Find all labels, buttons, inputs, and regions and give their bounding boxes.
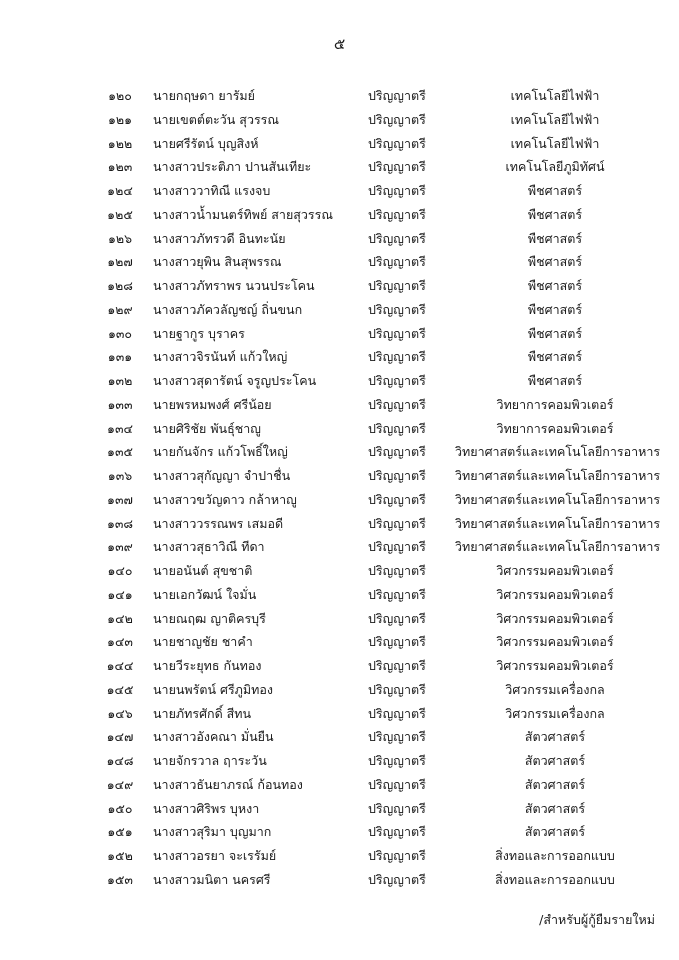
row-number: ๑๒๓ — [107, 159, 133, 175]
row-number: ๑๔๐ — [107, 563, 133, 578]
degree-level: ปริญญาตรี — [368, 159, 426, 175]
list-item — [0, 630, 679, 654]
degree-level: ปริญญาตรี — [368, 563, 426, 578]
student-name: นางสาวศิริพร บุหงา — [153, 800, 260, 816]
row-number: ๑๓๒ — [107, 373, 133, 388]
row-number: ๑๒๖ — [107, 230, 133, 246]
degree-level: ปริญญาตรี — [368, 111, 426, 127]
row-number: ๑๕๓ — [107, 871, 133, 887]
field-of-study: วิศวกรรมคอมพิวเตอร์ — [496, 658, 614, 673]
student-name: นางสาวภัทรวดี อินทะนัย — [153, 230, 286, 246]
row-number: ๑๕๑ — [107, 824, 133, 840]
list-item — [0, 132, 679, 156]
field-of-study: พืชศาสตร์ — [527, 278, 583, 293]
student-name: นางสาววรรณพร เสมอดี — [153, 515, 284, 531]
row-number: ๑๒๐ — [108, 88, 132, 103]
field-of-study: พืชศาสตร์ — [527, 254, 583, 270]
student-name: นางสาววาทิณี แรงจบ — [153, 183, 271, 198]
student-name: นายวีระยุทธ กันทอง — [153, 658, 262, 673]
student-name: นางสาวมนิตา นครศรี — [153, 871, 271, 887]
list-item — [0, 250, 679, 274]
student-name: นายพรหมพงศ์ ศรีน้อย — [153, 396, 272, 412]
row-number: ๑๔๓ — [107, 634, 133, 650]
degree-level: ปริญญาตรี — [368, 396, 426, 412]
list-item — [0, 678, 679, 702]
field-of-study: สัตวศาสตร์ — [524, 753, 586, 768]
student-list — [0, 84, 679, 892]
list-item — [0, 559, 679, 583]
field-of-study: พืชศาสตร์ — [527, 325, 583, 341]
student-name: นางสาวภัควลัญชญ์ ถิ่นขนก — [153, 301, 303, 317]
list-item — [0, 654, 679, 678]
student-name: นายศรีรัตน์ บุญสิงห์ — [153, 135, 259, 151]
list-item — [0, 179, 679, 203]
degree-level: ปริญญาตรี — [368, 729, 426, 745]
list-item — [0, 488, 679, 512]
field-of-study: วิทยาศาสตร์และเทคโนโลยีการอาหาร — [455, 515, 661, 531]
row-number: ๑๔๒ — [107, 610, 133, 626]
row-number: ๑๓๙ — [107, 539, 133, 555]
list-item — [0, 417, 679, 441]
footer-note: /สำหรับผู้กู้ยืมรายใหม่ — [539, 912, 655, 927]
list-item — [0, 84, 679, 108]
degree-level: ปริญญาตรี — [368, 800, 426, 816]
list-item — [0, 155, 679, 179]
row-number: ๑๒๘ — [107, 278, 133, 293]
field-of-study: พืชศาสตร์ — [527, 206, 583, 222]
field-of-study: สัตวศาสตร์ — [524, 824, 586, 840]
list-item — [0, 108, 679, 132]
degree-level: ปริญญาตรี — [368, 420, 426, 436]
list-item — [0, 535, 679, 559]
field-of-study: เทคโนโลยีไฟฟ้า — [510, 88, 600, 103]
student-name: นายเขตต์ตะวัน สุวรรณ — [153, 111, 279, 127]
student-name: นายเอกวัฒน์ ใจมั่น — [153, 586, 257, 602]
degree-level: ปริญญาตรี — [368, 183, 426, 198]
list-item — [0, 512, 679, 536]
student-name: นางสาวอังคณา มั่นยืน — [153, 729, 274, 745]
list-item — [0, 607, 679, 631]
degree-level: ปริญญาตรี — [368, 254, 426, 270]
degree-level: ปริญญาตรี — [368, 278, 426, 293]
student-name: นางสาวสุกัญญา จำปาชื่น — [153, 468, 291, 483]
student-name: นางสาวสุดารัตน์ จรูญประโคน — [153, 373, 317, 388]
student-name: นางสาวสุริมา บุญมาก — [153, 824, 272, 840]
field-of-study: วิทยาศาสตร์และเทคโนโลยีการอาหาร — [455, 539, 661, 555]
row-number: ๑๔๕ — [106, 681, 134, 697]
degree-level: ปริญญาตรี — [368, 444, 426, 460]
field-of-study: วิศวกรรมคอมพิวเตอร์ — [496, 610, 614, 626]
student-name: นางสาวอรยา จะเรรัมย์ — [153, 848, 277, 863]
field-of-study: วิศวกรรมเครื่องกล — [505, 705, 605, 721]
field-of-study: สิ่งทอและการออกแบบ — [495, 871, 615, 887]
row-number: ๑๒๙ — [107, 301, 133, 317]
row-number: ๑๒๔ — [107, 183, 133, 198]
list-item — [0, 203, 679, 227]
row-number: ๑๓๑ — [107, 349, 133, 365]
list-item — [0, 702, 679, 726]
list-item — [0, 725, 679, 749]
degree-level: ปริญญาตรี — [368, 848, 426, 863]
student-name: นายจักรวาล ฤาระวัน — [153, 753, 267, 768]
field-of-study: สิ่งทอและการออกแบบ — [495, 848, 615, 863]
row-number: ๑๔๙ — [106, 776, 134, 792]
row-number: ๑๓๕ — [107, 444, 133, 460]
student-name: นางสาวภัทราพร นวนประโคน — [153, 278, 315, 293]
degree-level: ปริญญาตรี — [368, 491, 426, 507]
list-item — [0, 298, 679, 322]
row-number: ๑๔๔ — [106, 658, 134, 673]
student-name: นางสาวยุพิน สินสุพรรณ — [153, 254, 282, 270]
student-name: นายชาญชัย ชาคำ — [153, 634, 253, 650]
list-item — [0, 773, 679, 797]
field-of-study: วิศวกรรมคอมพิวเตอร์ — [496, 586, 614, 602]
field-of-study: เทคโนโลยีไฟฟ้า — [510, 135, 600, 151]
row-number: ๑๒๕ — [107, 206, 133, 222]
page-number: ๕ — [333, 35, 346, 53]
row-number: ๑๒๑ — [107, 111, 133, 127]
degree-level: ปริญญาตรี — [368, 468, 426, 483]
field-of-study: วิศวกรรมเครื่องกล — [505, 681, 605, 697]
list-item — [0, 868, 679, 892]
list-item — [0, 369, 679, 393]
list-item — [0, 345, 679, 369]
list-item — [0, 583, 679, 607]
row-number: ๑๔๘ — [106, 753, 134, 768]
field-of-study: วิทยาการคอมพิวเตอร์ — [496, 396, 614, 412]
student-name: นายกฤษดา ยารัมย์ — [153, 88, 255, 103]
degree-level: ปริญญาตรี — [368, 88, 426, 103]
list-item — [0, 464, 679, 488]
degree-level: ปริญญาตรี — [368, 373, 426, 388]
list-item — [0, 820, 679, 844]
degree-level: ปริญญาตรี — [368, 349, 426, 365]
list-item — [0, 797, 679, 821]
degree-level: ปริญญาตรี — [368, 135, 426, 151]
degree-level: ปริญญาตรี — [368, 586, 426, 602]
field-of-study: พืชศาสตร์ — [527, 301, 583, 317]
row-number: ๑๓๓ — [107, 396, 133, 412]
field-of-study: พืชศาสตร์ — [527, 349, 583, 365]
list-item — [0, 844, 679, 868]
field-of-study: วิทยาศาสตร์และเทคโนโลยีการอาหาร — [455, 444, 661, 460]
field-of-study: เทคโนโลยีภูมิทัศน์ — [505, 159, 605, 175]
degree-level: ปริญญาตรี — [368, 325, 426, 341]
list-item — [0, 274, 679, 298]
degree-level: ปริญญาตรี — [368, 871, 426, 887]
degree-level: ปริญญาตรี — [368, 658, 426, 673]
field-of-study: วิทยาศาสตร์และเทคโนโลยีการอาหาร — [455, 491, 661, 507]
student-name: นางสาวประติภา ปานสันเทียะ — [153, 159, 312, 175]
degree-level: ปริญญาตรี — [368, 301, 426, 317]
student-name: นางสาวธันยาภรณ์ ก้อนทอง — [153, 776, 303, 792]
degree-level: ปริญญาตรี — [368, 681, 426, 697]
student-name: นายภัทรศักดิ์ สีทน — [153, 705, 252, 721]
degree-level: ปริญญาตรี — [368, 515, 426, 531]
field-of-study: พืชศาสตร์ — [527, 230, 583, 246]
degree-level: ปริญญาตรี — [368, 539, 426, 555]
degree-level: ปริญญาตรี — [368, 753, 426, 768]
degree-level: ปริญญาตรี — [368, 230, 426, 246]
degree-level: ปริญญาตรี — [368, 824, 426, 840]
degree-level: ปริญญาตรี — [368, 705, 426, 721]
row-number: ๑๔๖ — [107, 705, 133, 721]
student-name: นายฐากูร บุราคร — [153, 325, 245, 341]
student-name: นายอนันต์ สุขชาติ — [153, 563, 253, 578]
student-name: นางสาวจิรนันท์ แก้วใหญ่ — [153, 349, 288, 365]
student-name: นายนพรัตน์ ศรีภูมิทอง — [153, 681, 274, 697]
list-item — [0, 393, 679, 417]
field-of-study: วิศวกรรมคอมพิวเตอร์ — [496, 634, 614, 650]
list-item — [0, 227, 679, 251]
field-of-study: วิทยาการคอมพิวเตอร์ — [496, 420, 614, 436]
field-of-study: วิทยาศาสตร์และเทคโนโลยีการอาหาร — [455, 468, 661, 483]
row-number: ๑๕๐ — [107, 800, 133, 816]
student-name: นายศิริชัย พันธุ์ชาญู — [153, 420, 261, 436]
field-of-study: เทคโนโลยีไฟฟ้า — [510, 111, 600, 127]
row-number: ๑๓๘ — [106, 515, 134, 531]
row-number: ๑๔๑ — [107, 586, 133, 602]
field-of-study: พืชศาสตร์ — [527, 183, 583, 198]
field-of-study: สัตวศาสตร์ — [524, 729, 586, 745]
degree-level: ปริญญาตรี — [368, 610, 426, 626]
field-of-study: สัตวศาสตร์ — [524, 800, 586, 816]
row-number: ๑๓๔ — [107, 420, 133, 436]
row-number: ๑๒๗ — [107, 254, 133, 270]
row-number: ๑๓๖ — [107, 468, 133, 483]
student-name: นายณฤฒ ญาติครบุรี — [153, 610, 266, 626]
student-name: นายกันจักร แก้วโพธิ์ใหญ่ — [153, 444, 288, 460]
row-number: ๑๕๒ — [107, 848, 133, 863]
list-item — [0, 440, 679, 464]
degree-level: ปริญญาตรี — [368, 776, 426, 792]
list-item — [0, 749, 679, 773]
field-of-study: วิศวกรรมคอมพิวเตอร์ — [496, 563, 614, 578]
field-of-study: พืชศาสตร์ — [527, 373, 583, 388]
row-number: ๑๓๐ — [107, 325, 133, 341]
row-number: ๑๓๗ — [107, 491, 133, 507]
row-number: ๑๔๗ — [106, 729, 134, 745]
degree-level: ปริญญาตรี — [368, 206, 426, 222]
list-item — [0, 322, 679, 346]
row-number: ๑๒๒ — [107, 135, 133, 151]
student-name: นางสาวขวัญดาว กล้าหาญู — [153, 491, 297, 507]
field-of-study: สัตวศาสตร์ — [524, 776, 586, 792]
student-name: นางสาวน้ำมนตร์ทิพย์ สายสุวรรณ — [153, 206, 333, 222]
student-name: นางสาวสุธาวิณี ทีดา — [153, 539, 265, 555]
degree-level: ปริญญาตรี — [368, 634, 426, 650]
